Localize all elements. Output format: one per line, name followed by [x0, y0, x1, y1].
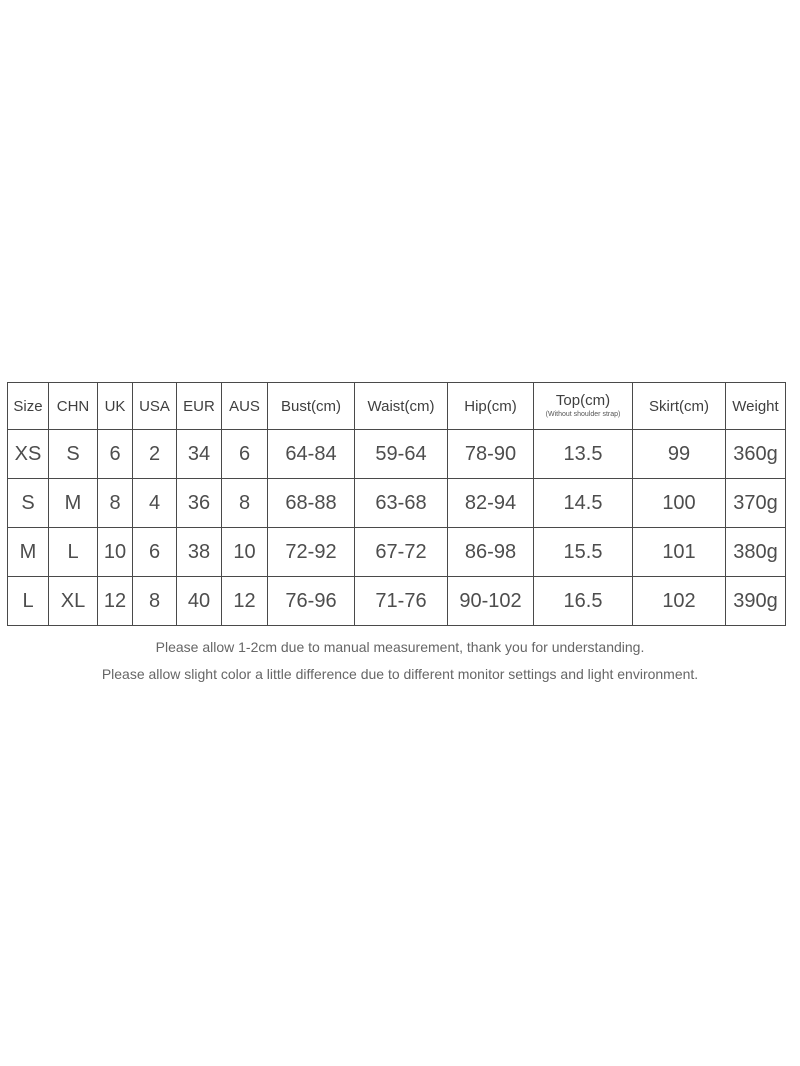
cell-hip: 90-102: [448, 577, 534, 626]
cell-eur: 34: [177, 430, 222, 479]
cell-weight: 380g: [726, 528, 786, 577]
cell-weight: 390g: [726, 577, 786, 626]
cell-weight: 360g: [726, 430, 786, 479]
cell-waist: 63-68: [355, 479, 448, 528]
table-row: [8, 577, 786, 626]
cell-hip: 86-98: [448, 528, 534, 577]
header-top-label: Top(cm): [555, 392, 611, 409]
cell-bust: 64-84: [268, 430, 355, 479]
cell-top: 15.5: [534, 528, 633, 577]
color-difference-note: Please allow slight color a little difference due to different monitor settings and light environment.: [101, 666, 699, 682]
table-row: [8, 479, 786, 528]
header-skirt: Skirt(cm): [633, 383, 726, 430]
header-top: [534, 383, 633, 430]
cell-size: M: [8, 528, 49, 577]
cell-uk: 12: [98, 577, 133, 626]
header-weight: Weight: [726, 383, 786, 430]
cell-skirt: 99: [633, 430, 726, 479]
measurement-note: Please allow 1-2cm due to manual measurement, thank you for understanding.: [155, 639, 645, 655]
cell-aus: 10: [222, 528, 268, 577]
cell-skirt: 102: [633, 577, 726, 626]
cell-top: 16.5: [534, 577, 633, 626]
header-hip: Hip(cm): [448, 383, 534, 430]
cell-waist: 59-64: [355, 430, 448, 479]
table-row: [8, 430, 786, 479]
cell-waist: 71-76: [355, 577, 448, 626]
cell-eur: 40: [177, 577, 222, 626]
header-top-sublabel: (Without shoulder strap): [545, 411, 621, 418]
table-row: [8, 528, 786, 577]
cell-chn: L: [49, 528, 98, 577]
size-chart-table: [7, 382, 786, 626]
cell-skirt: 100: [633, 479, 726, 528]
cell-size: XS: [8, 430, 49, 479]
cell-top: 13.5: [534, 430, 633, 479]
cell-weight: 370g: [726, 479, 786, 528]
header-size: Size: [8, 383, 49, 430]
cell-aus: 8: [222, 479, 268, 528]
header-usa: USA: [133, 383, 177, 430]
header-uk: UK: [98, 383, 133, 430]
cell-uk: 8: [98, 479, 133, 528]
header-eur: EUR: [177, 383, 222, 430]
cell-eur: 36: [177, 479, 222, 528]
header-aus: AUS: [222, 383, 268, 430]
cell-usa: 8: [133, 577, 177, 626]
cell-bust: 76-96: [268, 577, 355, 626]
cell-skirt: 101: [633, 528, 726, 577]
cell-size: S: [8, 479, 49, 528]
header-bust: Bust(cm): [268, 383, 355, 430]
cell-waist: 67-72: [355, 528, 448, 577]
cell-uk: 10: [98, 528, 133, 577]
cell-hip: 82-94: [448, 479, 534, 528]
header-chn: CHN: [49, 383, 98, 430]
cell-eur: 38: [177, 528, 222, 577]
cell-chn: XL: [49, 577, 98, 626]
cell-aus: 6: [222, 430, 268, 479]
cell-size: L: [8, 577, 49, 626]
cell-bust: 72-92: [268, 528, 355, 577]
cell-top: 14.5: [534, 479, 633, 528]
cell-usa: 6: [133, 528, 177, 577]
cell-hip: 78-90: [448, 430, 534, 479]
cell-chn: S: [49, 430, 98, 479]
cell-aus: 12: [222, 577, 268, 626]
cell-usa: 4: [133, 479, 177, 528]
cell-uk: 6: [98, 430, 133, 479]
cell-usa: 2: [133, 430, 177, 479]
table-header-row: [8, 383, 786, 430]
header-waist: Waist(cm): [355, 383, 448, 430]
cell-bust: 68-88: [268, 479, 355, 528]
cell-chn: M: [49, 479, 98, 528]
